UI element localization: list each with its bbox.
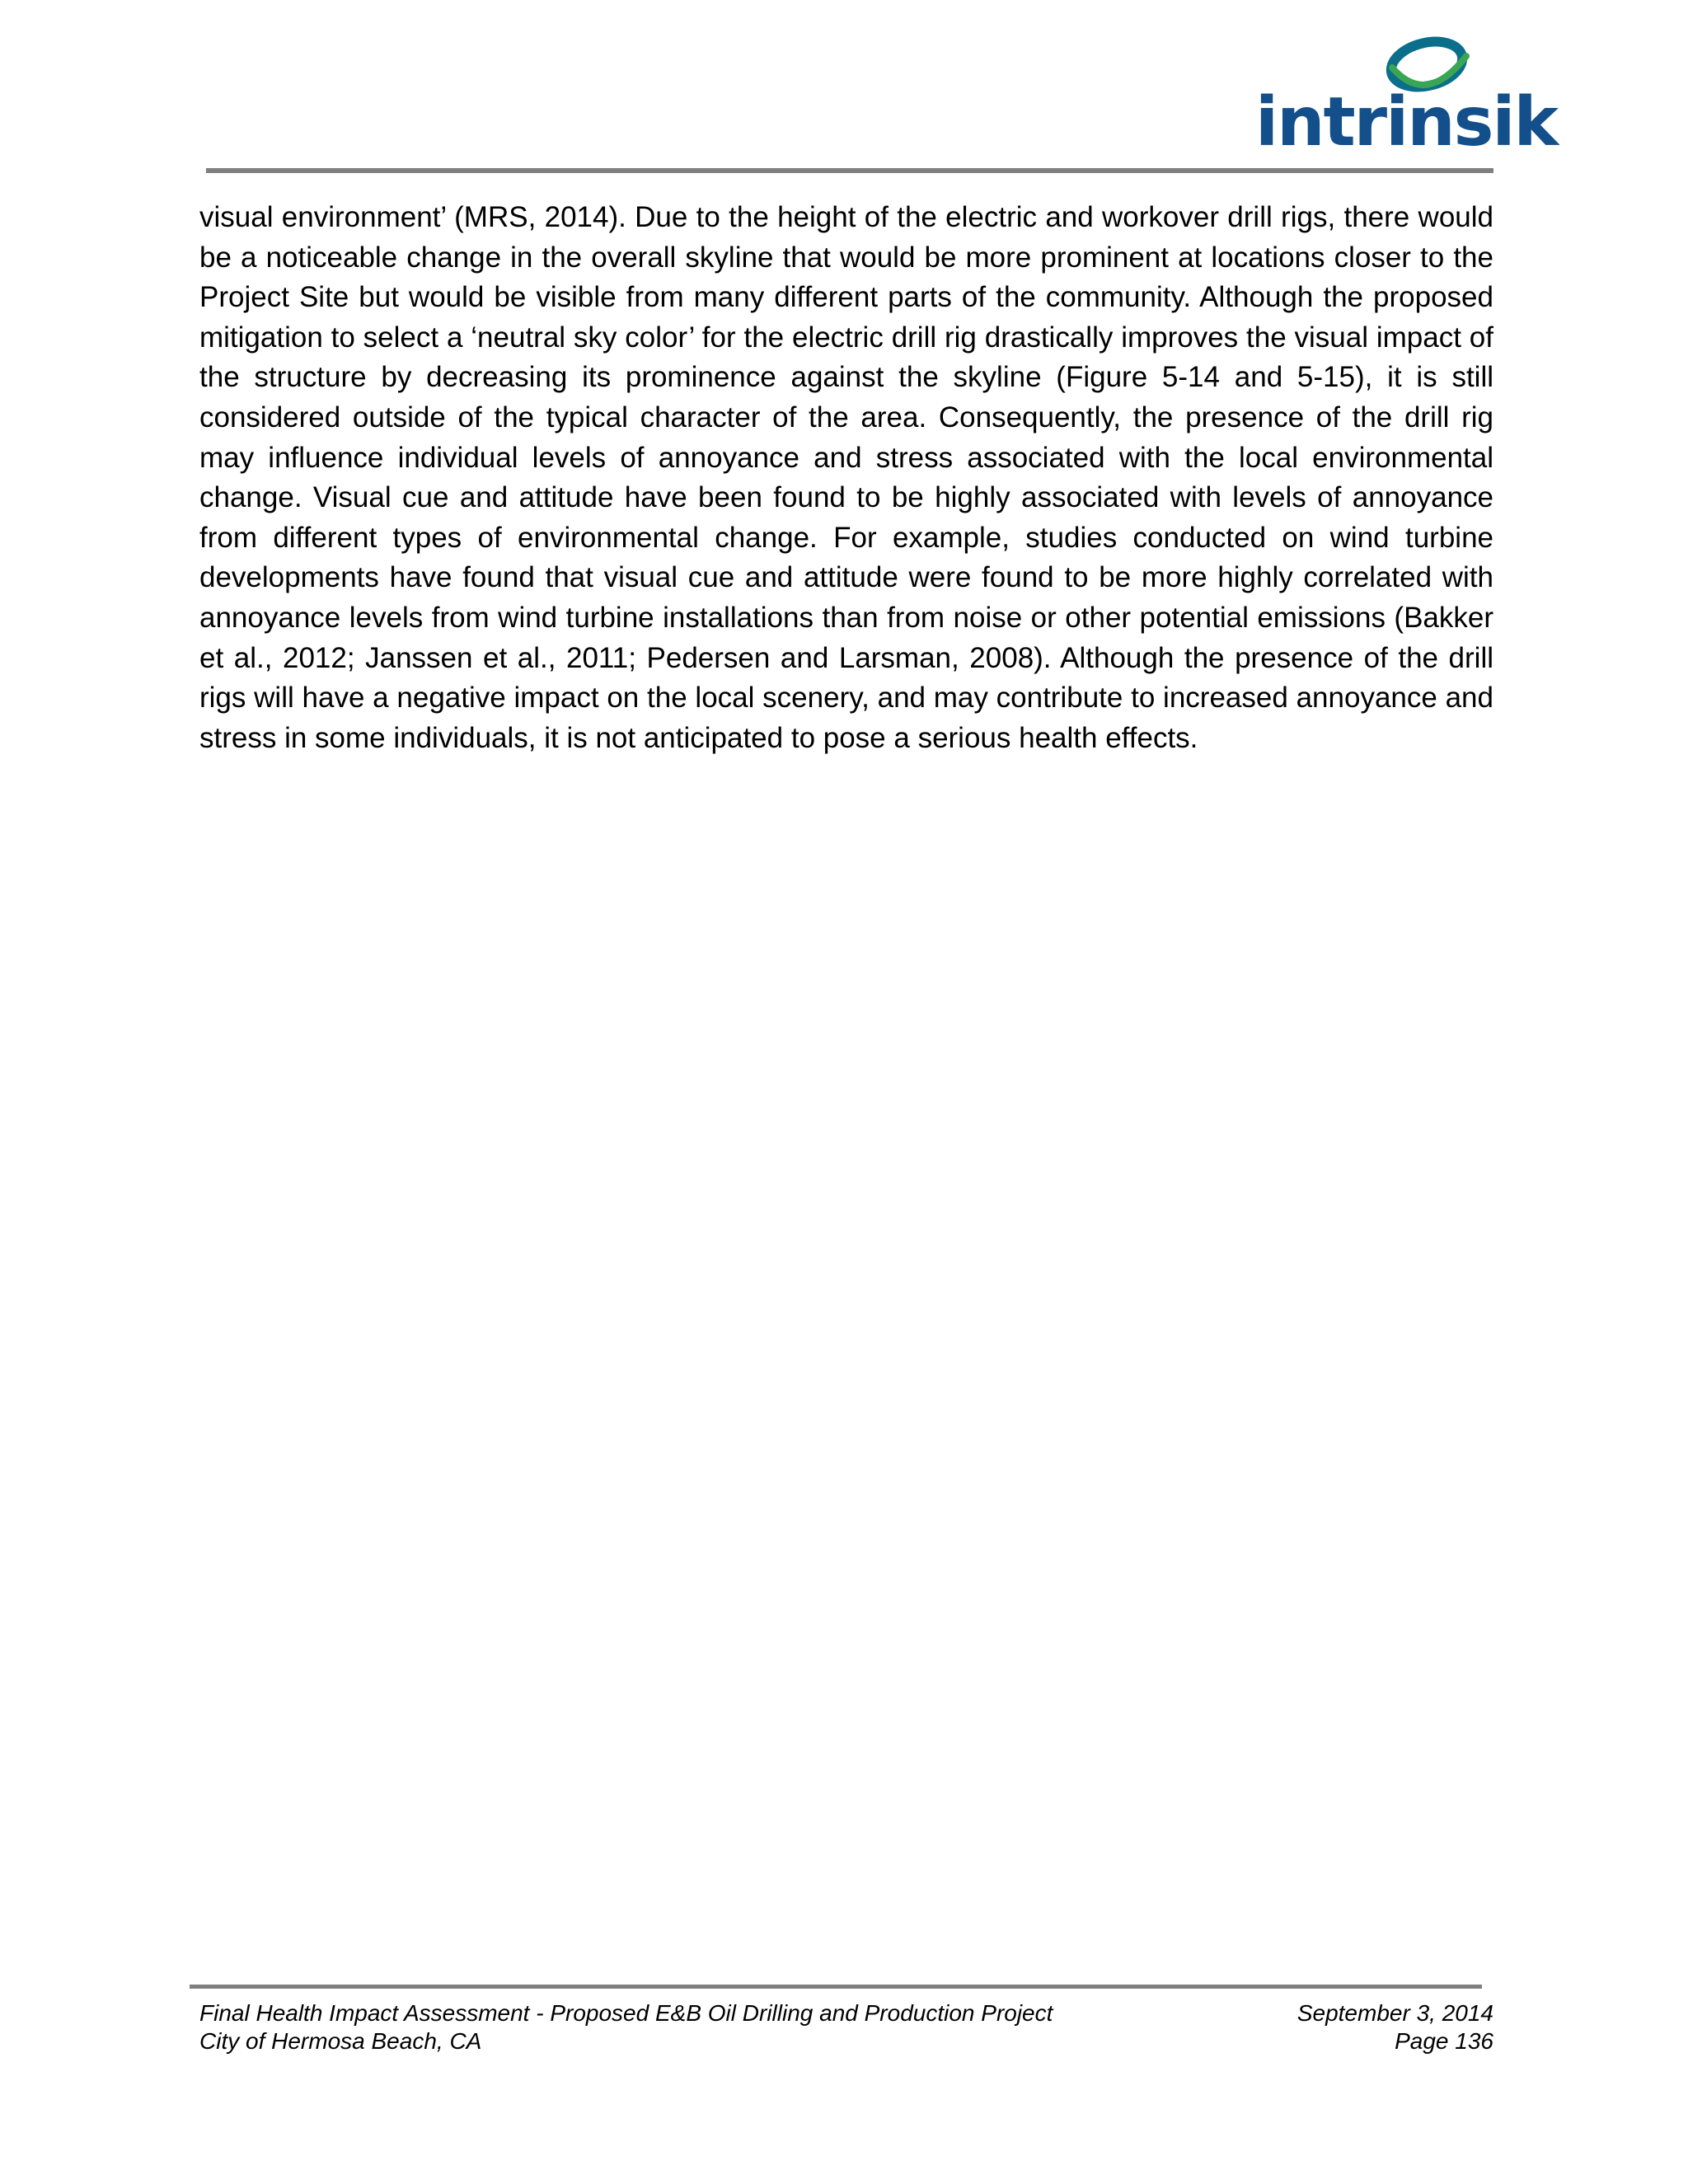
body-paragraph: visual environment’ (MRS, 2014). Due to the height of the electric and workover drill rigs, there would be a noticeable change in the overall skyline that would be more prominent at locations closer to the Project Site but would be visible from many different parts of the community. Although the proposed mitigation to select a ‘neutral sky color’ for the electric drill rig drastically improves the visual impact of the structure by decreasing its prominence against the skyline (Figure 5-14 and 5-15), it is still considered outside of the typical character of the area. Consequently, the presence of the drill rig may influence individual levels of annoyance and stress associated with the local environmental change. Visual cue and attitude have been found to be highly associated with levels of annoyance from different types of environmental change. For example, studies conducted on wind turbine developments have found that visual cue and attitude were found to be more highly correlated with annoyance levels from wind turbine installations than from noise or other potential emissions (Bakker et al., 2012; Janssen et al., 2011; Pedersen and Larsman, 2008). Although the presence of the drill rigs will have a negative impact on the local scenery, and may contribute to increased annoyance and stress in some individuals, it is not anticipated to pose a serious health effects.: [199, 201, 1493, 754]
footer-document-title: Final Health Impact Assessment - Proposed E&B Oil Drilling and Production Project: [199, 2000, 1053, 2026]
footer-row-2: [199, 2027, 1493, 2055]
intrinsik-logo: [1254, 31, 1558, 162]
footer-row-1: [199, 1999, 1493, 2027]
header-divider: [206, 168, 1493, 173]
footer-divider: [190, 1985, 1482, 1989]
footer-page-number: Page 136: [1395, 2028, 1493, 2054]
footer-location: City of Hermosa Beach, CA: [199, 2028, 482, 2054]
page-footer: [199, 1999, 1493, 2055]
logo-wordmark: intrinsik: [1254, 83, 1558, 162]
footer-date: September 3, 2014: [1296, 2000, 1493, 2026]
